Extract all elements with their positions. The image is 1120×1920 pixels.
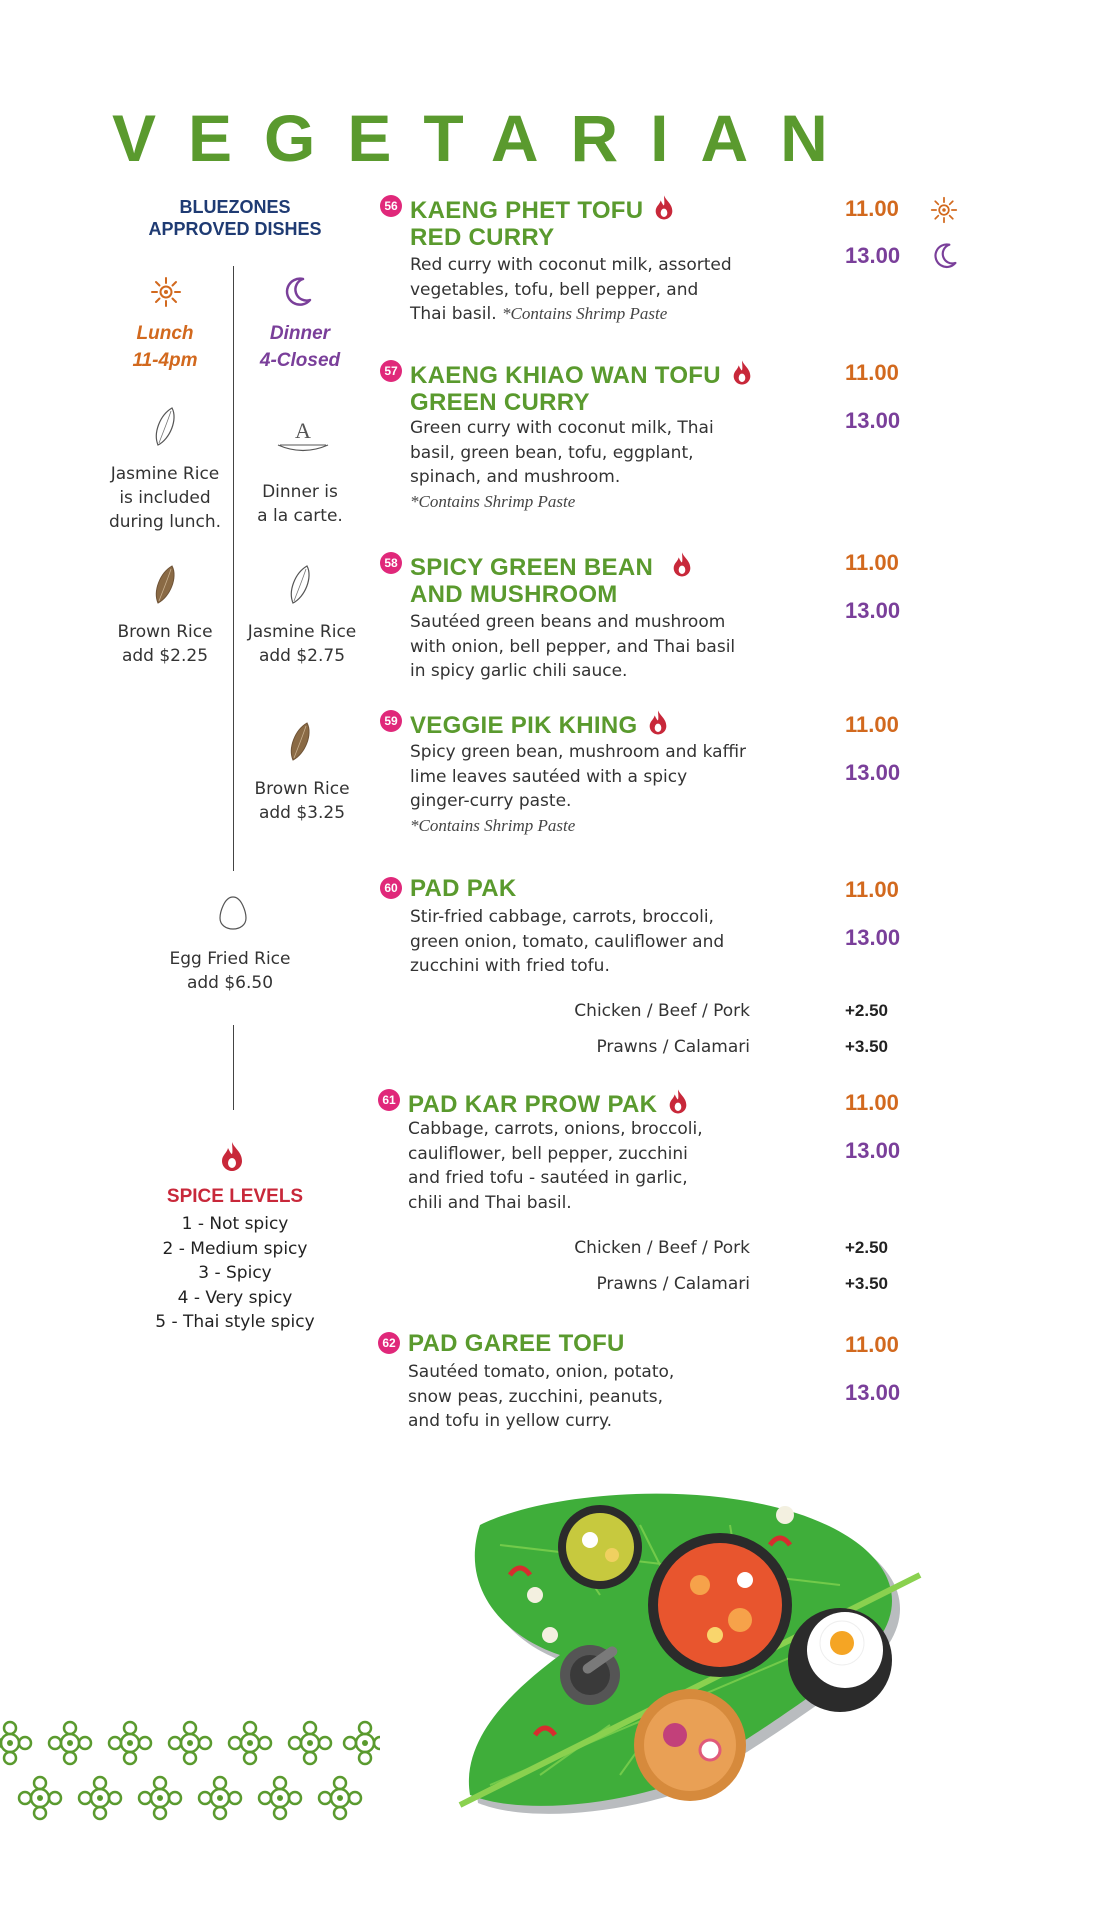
desc-line: vegetables, tofu, bell pepper, and — [410, 279, 699, 300]
dinner-hours — [240, 320, 360, 374]
food-illustration — [440, 1485, 940, 1815]
price-dinner: 13.00 — [845, 408, 901, 433]
item-name-line2: RED CURRY — [410, 224, 555, 251]
bluezones-line1: BLUEZONES — [179, 197, 291, 217]
note-line: is included — [119, 488, 211, 508]
desc-line: cauliflower, bell pepper, zucchini — [408, 1143, 688, 1164]
desc-line: Cabbage, carrots, onions, broccoli, — [408, 1119, 703, 1139]
addon-label: Prawns / Calamari — [596, 1274, 750, 1294]
note-line: Jasmine Rice — [110, 464, 220, 484]
item-name: PAD PAK — [410, 875, 517, 902]
note-line: Brown Rice — [254, 779, 350, 799]
desc-line: lime leaves sautéed with a spicy — [410, 766, 688, 787]
addon-label: Chicken / Beef / Pork — [574, 1238, 750, 1258]
note-line: Dinner is — [262, 482, 338, 502]
price-dinner: 13.00 — [845, 1138, 901, 1163]
price-dinner: 13.00 — [845, 760, 901, 785]
addon-price: +3.50 — [845, 1274, 889, 1293]
addon-price: +2.50 — [845, 1001, 889, 1020]
lunch-sun-icon — [930, 196, 958, 224]
dinner-label: Dinner — [269, 323, 331, 344]
menu-item-57 — [380, 358, 820, 518]
menu-item-60 — [380, 875, 820, 985]
contains-note: *Contains Shrimp Paste — [502, 304, 668, 323]
desc-line: in spicy garlic chili sauce. — [410, 661, 628, 681]
note-line: during lunch. — [108, 512, 222, 532]
item-name-line2: GREEN CURRY — [410, 389, 590, 416]
spice-level: 4 - Very spicy — [177, 1287, 293, 1308]
menu-item-62 — [378, 1330, 818, 1440]
addon-price: +3.50 — [845, 1037, 889, 1056]
desc-line: chili and Thai basil. — [408, 1192, 572, 1213]
price-dinner: 13.00 — [845, 925, 901, 950]
note-line: Egg Fried Rice — [169, 949, 291, 969]
plate-letter: A — [295, 418, 311, 443]
item-number-badge: 57 — [380, 360, 402, 382]
lunch-hours — [105, 320, 225, 374]
chili-flame-icon — [648, 708, 668, 736]
item-description — [408, 1360, 808, 1434]
note-line: Brown Rice — [117, 622, 213, 642]
lunch-time: 11-4pm — [132, 350, 198, 371]
item-name — [410, 358, 752, 416]
item-description — [410, 253, 810, 327]
item-name — [410, 193, 674, 251]
price-lunch: 11.00 — [845, 550, 899, 575]
item-number-badge: 62 — [378, 1332, 400, 1354]
desc-line: Stir-fried cabbage, carrots, broccoli, — [410, 907, 714, 927]
note-line: add $2.75 — [258, 646, 346, 666]
jasmine-rice-grain-icon — [285, 563, 315, 607]
brown-rice-grain-icon — [150, 563, 180, 607]
menu-item-61 — [378, 1087, 818, 1217]
item-name — [410, 708, 668, 739]
note-line: Jasmine Rice — [247, 622, 357, 642]
item-name: PAD GAREE TOFU — [408, 1330, 625, 1357]
price-lunch: 11.00 — [845, 877, 899, 902]
price-lunch: 11.00 — [845, 1332, 899, 1357]
brown-rice-lunch-note — [95, 620, 235, 668]
bluezones-line2: APPROVED DISHES — [148, 219, 322, 239]
desc-line: Red curry with coconut milk, assorted — [410, 255, 732, 275]
note-line: a la carte. — [257, 506, 343, 526]
spice-level: 5 - Thai style spicy — [155, 1312, 315, 1332]
item-description — [410, 416, 810, 514]
chili-flame-icon — [672, 550, 692, 578]
item-number-badge: 59 — [380, 710, 402, 732]
desc-line: and tofu in yellow curry. — [408, 1411, 613, 1431]
chili-flame-icon — [654, 193, 674, 221]
desc-line: and fried tofu - sautéed in garlic, — [408, 1168, 688, 1188]
item-number-badge: 56 — [380, 195, 402, 217]
desc-line: zucchini with fried tofu. — [410, 956, 610, 976]
desc-line: with onion, bell pepper, and Thai basil — [410, 636, 736, 657]
desc-line: green onion, tomato, cauliflower and — [410, 931, 725, 952]
desc-line: snow peas, zucchini, peanuts, — [408, 1386, 664, 1407]
chili-flame-icon — [668, 1087, 688, 1115]
divider-line-lower — [233, 1025, 234, 1110]
note-line: add $3.25 — [258, 803, 346, 823]
item-number-badge: 58 — [380, 552, 402, 574]
item-name — [410, 550, 692, 608]
desc-line: basil, green bean, tofu, eggplant, — [410, 442, 694, 463]
note-line: add $2.25 — [121, 646, 209, 666]
item-name — [408, 1087, 688, 1118]
contains-note: *Contains Shrimp Paste — [410, 815, 576, 835]
dinner-alacarte-note — [240, 480, 360, 528]
decorative-pattern — [0, 1718, 380, 1828]
addon-price: +2.50 — [845, 1238, 889, 1257]
item-name-line1: SPICY GREEN BEAN — [410, 554, 654, 581]
price-lunch: 11.00 — [845, 1090, 899, 1115]
item-description — [410, 610, 810, 684]
jasmine-lunch-note — [90, 462, 240, 534]
spice-level: 2 - Medium spicy — [162, 1238, 308, 1259]
desc-line: Sautéed green beans and mushroom — [410, 612, 726, 632]
desc-line: Thai basil. — [410, 304, 497, 324]
price-dinner: 13.00 — [845, 1380, 901, 1405]
egg-fried-rice-note — [140, 947, 320, 995]
item-description — [410, 905, 810, 979]
desc-line: Spicy green bean, mushroom and kaffir — [410, 742, 746, 762]
desc-line: spinach, and mushroom. — [410, 467, 621, 487]
note-line: add $6.50 — [186, 973, 274, 993]
price-lunch: 11.00 — [845, 712, 899, 737]
spice-levels-title: SPICE LEVELS — [166, 1186, 304, 1207]
item-name-line1: VEGGIE PIK KHING — [410, 712, 638, 739]
item-number-badge: 61 — [378, 1089, 400, 1111]
item-description — [408, 1117, 808, 1215]
item-name-line1: KAENG PHET TOFU — [410, 197, 644, 224]
item-name-line1: PAD KAR PROW PAK — [408, 1091, 658, 1118]
moon-icon — [283, 276, 313, 308]
desc-line: Green curry with coconut milk, Thai — [410, 418, 714, 438]
item-number-badge: 60 — [380, 877, 402, 899]
dinner-moon-icon — [932, 242, 958, 270]
spice-level: 3 - Spicy — [198, 1263, 272, 1283]
spice-level: 1 - Not spicy — [181, 1214, 289, 1234]
page-title: VEGETARIAN — [112, 101, 860, 175]
price-lunch: 11.00 — [845, 196, 899, 221]
price-dinner: 13.00 — [845, 243, 901, 268]
price-lunch: 11.00 — [845, 360, 899, 385]
egg-icon — [218, 895, 248, 931]
plate-icon — [275, 420, 331, 456]
item-name-line1: KAENG KHIAO WAN TOFU — [410, 362, 721, 389]
chili-flame-icon — [220, 1140, 244, 1172]
sun-icon — [150, 276, 182, 308]
desc-line: ginger-curry paste. — [410, 791, 572, 811]
addon-label: Chicken / Beef / Pork — [574, 1001, 750, 1021]
chili-flame-icon — [732, 358, 752, 386]
brown-rice-grain-icon — [285, 720, 315, 764]
lunch-label: Lunch — [136, 323, 194, 344]
desc-line: Sautéed tomato, onion, potato, — [408, 1362, 675, 1382]
price-dinner: 13.00 — [845, 598, 901, 623]
jasmine-rice-dinner-note — [232, 620, 372, 668]
menu-item-58 — [380, 550, 820, 690]
rice-grain-icon — [150, 405, 180, 449]
menu-item-56 — [380, 193, 820, 333]
item-description — [410, 740, 810, 838]
contains-note: *Contains Shrimp Paste — [410, 491, 576, 511]
menu-item-59 — [380, 708, 820, 838]
spice-levels-list — [125, 1212, 345, 1335]
addon-label: Prawns / Calamari — [596, 1037, 750, 1057]
dinner-time: 4-Closed — [259, 350, 341, 371]
bluezones-heading — [125, 196, 345, 240]
brown-rice-dinner-note — [232, 777, 372, 825]
item-name-line2: AND MUSHROOM — [410, 581, 618, 608]
